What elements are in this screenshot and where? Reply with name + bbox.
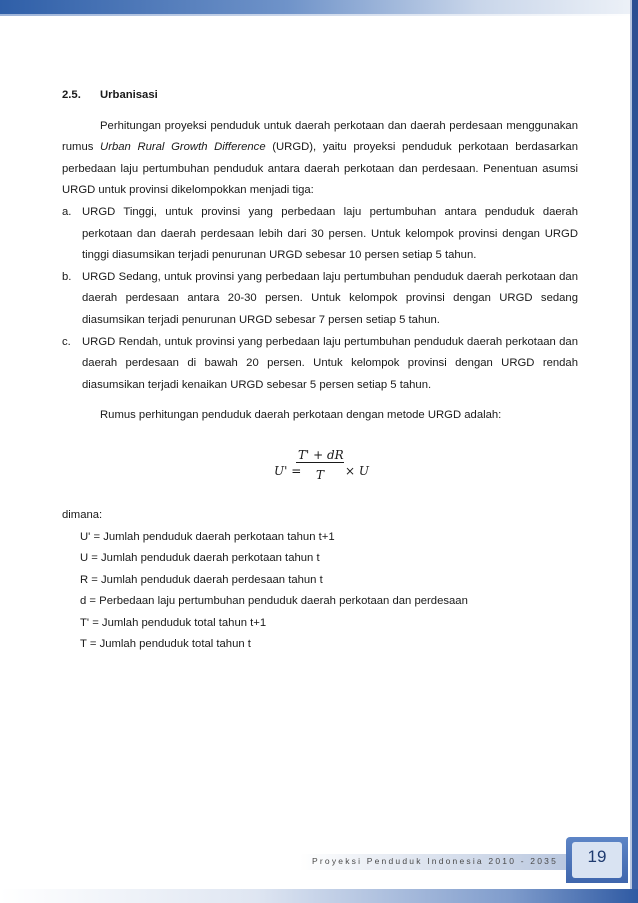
intro-paragraph [62, 116, 578, 202]
list-item-text: URGD Tinggi, untuk provinsi yang perbedaan laju pertumbuhan antara penduduk daerah perkotaan dan daerah perdesaan lebih dari 30 persen. Untuk kelompok provinsi dengan URGD tinggi diasumsikan terjadi penurunan URGD sebesar 10 persen setiap 5 tahun. [82, 205, 578, 262]
footer-title: Proyeksi Penduduk Indonesia 2010 - 2035 [312, 856, 558, 866]
definition-item: U' = Jumlah penduduk daerah perkotaan tahun t+1 [80, 530, 335, 543]
list-marker: c. [62, 335, 71, 348]
right-decorative-border-inner [630, 0, 632, 903]
section-number: 2.5. [62, 89, 81, 101]
formula-lhs: U' = [274, 463, 302, 478]
formula-denominator: T [316, 467, 325, 482]
formula-intro: Rumus perhitungan penduduk daerah perkotaan dengan metode URGD adalah: [100, 409, 502, 422]
list-item [62, 202, 578, 267]
urgd-formula [62, 441, 578, 493]
list-marker: a. [62, 205, 72, 218]
list-item-text: URGD Sedang, untuk provinsi yang perbedaan laju pertumbuhan penduduk daerah perkotaan dan daerah perdesaan antara 20-30 persen. Untuk kelompok provinsi dengan URGD sedang diasumsikan terjadi penurunan URGD sebesar 7 persen setiap 5 tahun. [82, 270, 578, 326]
section-heading [62, 85, 578, 107]
list-item-text: URGD Rendah, untuk provinsi yang perbedaan laju pertumbuhan penduduk daerah perkotaan dan daerah perdesaan di bawah 20 persen. Untuk kelompok provinsi dengan URGD rendah diasumsikan terjadi kenaikan URGD sebesar 5 persen setiap 5 tahun. [82, 335, 578, 391]
top-decorative-stripe [0, 14, 638, 16]
section-title: Urbanisasi [100, 89, 158, 101]
intro-lead: Perhitungan proyeksi penduduk untuk daerah perkotaan dan daerah perdesaan menggunakan rumus [62, 119, 578, 154]
intro-italic-term: Urban Rural Growth Difference [100, 141, 266, 154]
definition-item: d = Perbedaan laju pertumbuhan penduduk daerah perkotaan dan perdesaan [80, 595, 468, 608]
definition-item: T = Jumlah penduduk total tahun t [80, 638, 251, 651]
page-content [62, 85, 578, 656]
top-decorative-bar [0, 0, 638, 14]
page-number: 19 [587, 847, 607, 866]
list-item [62, 332, 578, 397]
where-label: dimana: [62, 508, 103, 521]
list-item [62, 267, 578, 332]
intro-rest: (URGD), yaitu proyeksi penduduk perkotaan berdasarkan perbedaan laju pertumbuhan penduduk antara daerah perkotaan dan perdesaan. Penentuan asumsi URGD untuk provinsi dikelompokkan menjadi tiga: [62, 141, 578, 197]
formula-numerator: T' + dR [298, 447, 344, 462]
definition-item: R = Jumlah penduduk daerah perdesaan tahun t [80, 573, 323, 586]
definition-item: T' = Jumlah penduduk total tahun t+1 [80, 616, 267, 629]
definition-item: U = Jumlah penduduk daerah perkotaan tahun t [80, 552, 320, 565]
list-marker: b. [62, 270, 72, 283]
formula-fraction-line [296, 462, 344, 463]
formula-rhs: × U [345, 463, 369, 478]
bottom-decorative-band [0, 889, 638, 903]
right-decorative-border [632, 0, 638, 903]
